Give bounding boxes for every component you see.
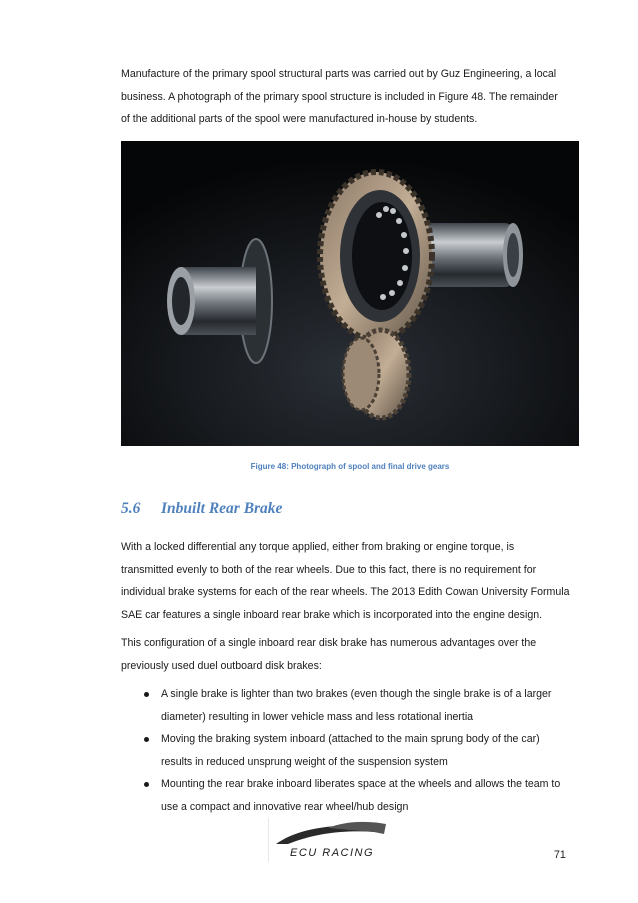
- section-number: 5.6: [121, 500, 141, 517]
- body-paragraph: [121, 632, 581, 677]
- bullet-icon: [144, 737, 149, 742]
- text-line: A single brake is lighter than two brakes (even though the single brake is of a larger: [161, 688, 552, 700]
- spool-gears-photo: [121, 141, 579, 446]
- text-line: of the additional parts of the spool were manufactured in-house by students.: [121, 113, 478, 125]
- list-item: [121, 683, 591, 728]
- text-line: individual brake systems for each of the rear wheels. The 2013 Edith Cowan University Formula: [121, 586, 570, 598]
- text-line: previously used duel outboard disk brakes:: [121, 659, 322, 672]
- intro-paragraph: [121, 63, 581, 131]
- text-line: Moving the braking system inboard (attached to the main sprung body of the car): [161, 733, 540, 745]
- text-line: transmitted evenly to both of the rear wheels. Due to this fact, there is no requirement for: [121, 563, 537, 576]
- text-line: results in reduced unsprung weight of the suspension system: [161, 755, 448, 768]
- figure-caption: Figure 48: Photograph of spool and final drive gears: [250, 462, 450, 471]
- text-line: use a compact and innovative rear wheel/hub design: [161, 800, 409, 813]
- page-number: 71: [554, 849, 566, 861]
- bullet-icon: [144, 782, 149, 787]
- text-line: SAE car features a single inboard rear brake which is incorporated into the engine design.: [121, 608, 543, 621]
- ecu-racing-logo: [268, 818, 398, 862]
- text-line: Mounting the rear brake inboard liberates space at the wheels and allows the team to: [161, 778, 561, 790]
- text-line: This configuration of a single inboard rear disk brake has numerous advantages over the: [121, 637, 537, 649]
- body-paragraph: [121, 536, 581, 626]
- text-line: With a locked differential any torque applied, either from braking or engine torque, is: [121, 541, 515, 553]
- text-line: Manufacture of the primary spool structural parts was carried out by Guz Engineering, a local: [121, 68, 557, 80]
- list-item: [121, 728, 591, 773]
- advantages-list: [121, 683, 591, 818]
- bullet-icon: [144, 692, 149, 697]
- logo-text: ECU RACING: [290, 847, 375, 859]
- list-item: [121, 773, 591, 818]
- section-title: Inbuilt Rear Brake: [161, 500, 283, 517]
- text-line: business. A photograph of the primary spool structure is included in Figure 48. The remainder: [121, 90, 558, 103]
- section-heading: [121, 500, 282, 518]
- text-line: diameter) resulting in lower vehicle mass and less rotational inertia: [161, 710, 474, 723]
